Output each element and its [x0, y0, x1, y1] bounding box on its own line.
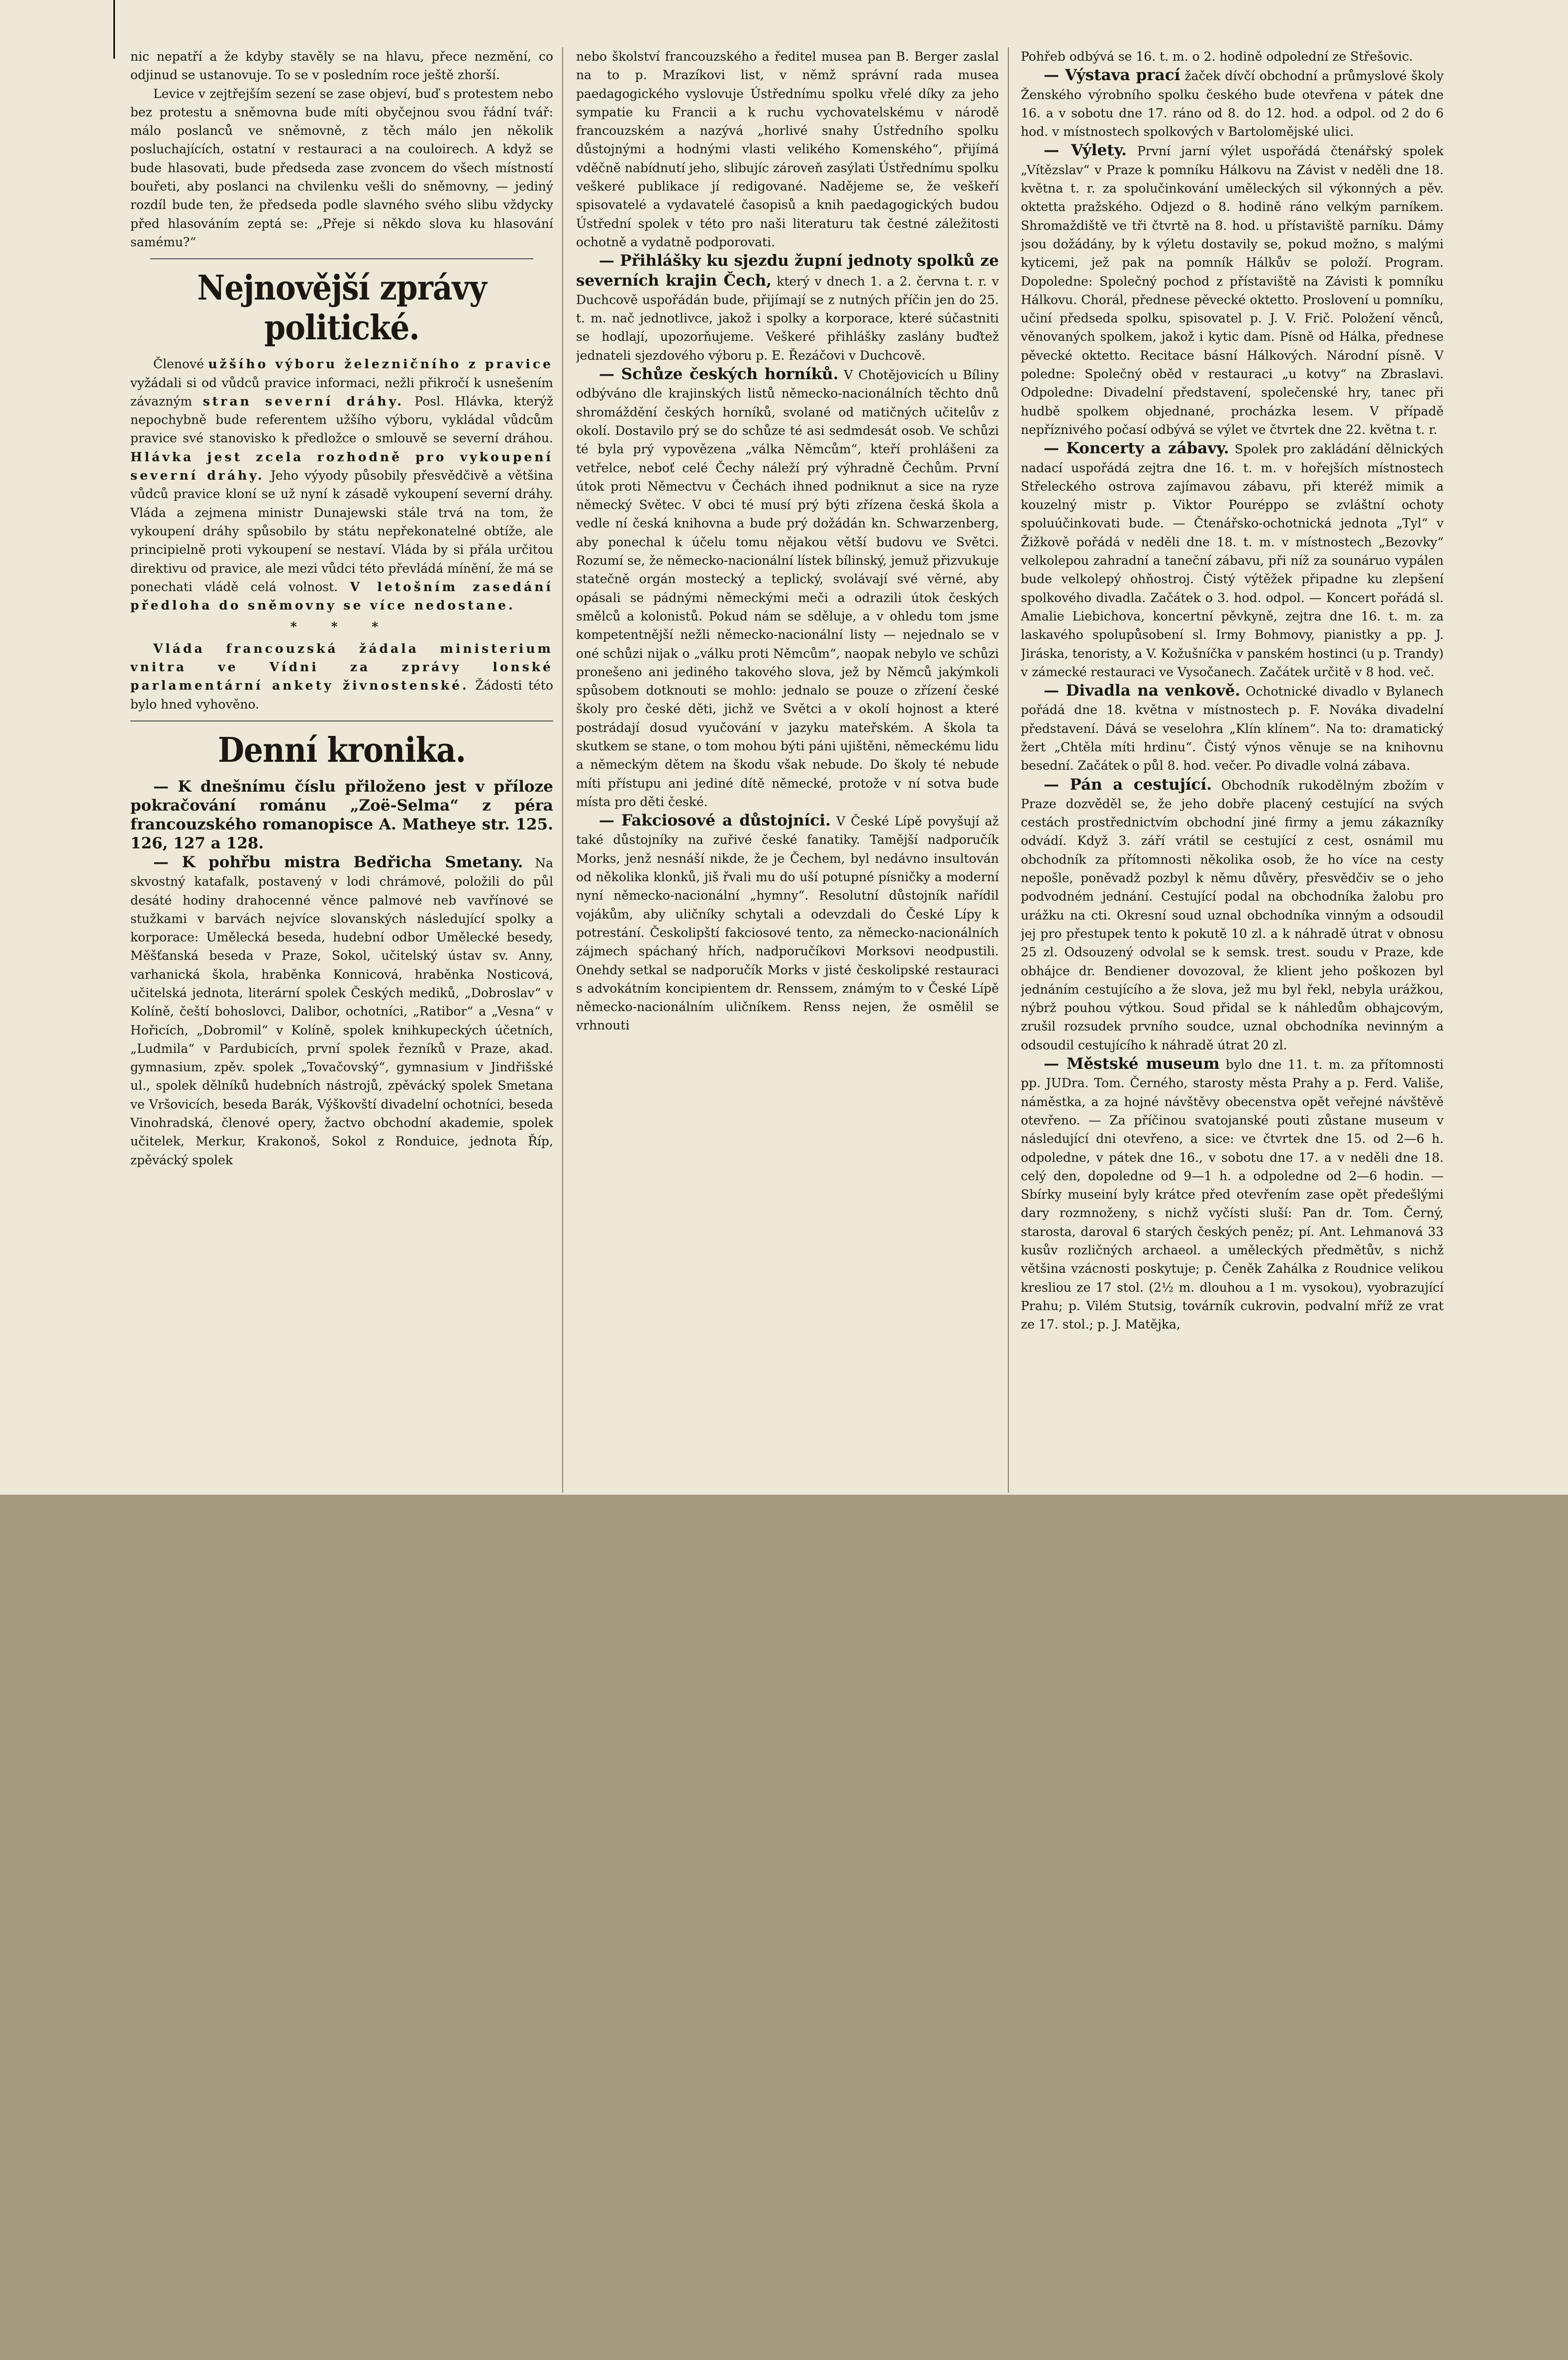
paragraph: nic nepatří a že kdyby stavěly se na hlavu, přece nezmění, co odjinud se ustanovuje. To se v posledním roce ještě zhorší. — [130, 49, 553, 83]
paragraph: Levice v zejtřejším sezení se zase objeví, buď s protestem nebo bez protestu a sněmovna bude míti obyčejnou svou řádní tvář: málo poslanců ve sněmovně, z těch málo jen několik posluchajících, ostatní v restauraci a na couloirech. A když se bude hlasovati, bude předseda zase zvoncem do všech místností bouřeti, aby poslanci na chvilenku vešli do sněmovny, — jediný rozdíl bude ten, že předseda podle slavného svého slibu vždycky před hlasováním zeptá se: „Přeje si někdo slova ku hlasování samému?“ — [130, 86, 553, 249]
column-rule — [562, 47, 563, 1493]
paragraph: Vláda francouzská žádala ministerium vnitra ve Vídni za zprávy lonské parlamentární ankety živnostenské. Žádosti této bylo hned vyhověno. — [130, 641, 553, 712]
paragraph: — Přihlášky ku sjezdu župní jednoty spolků ze severních krajin Čech, který v dnech 1. a 2. června t. r. v Duchcově uspořádán bude, přijímají se z nutných příčin jen do 25. t. m. nač jednotlivce, jakož i spolky a korporace, které súčastniti se hodlají, upozorňujeme. Veškeré přihlášky zaslány buďtež jednateli sjezdového výboru p. E. Řezáčovi v Duchcově. — [576, 252, 999, 363]
paragraph: — Divadla na venkově. Ochotnické divadlo v Bylanech pořádá dne 18. května v místnostech p. F. Nováka divadelní představení. Dává se veselohra „Klín klínem“. Na to: dramatický žert „Chtěla míti hrdinu“. Čistý výnos věnuje se na knihovnu besední. Začátek o půl 8. hod. večer. Po divadle volná zábava. — [1021, 682, 1444, 773]
paragraph: nebo školství francouzského a ředitel musea pan B. Berger zaslal na to p. Mrazíkovi list, v němž správní rada musea paedagogického vyslovuje Ústřednímu spolku vřelé díky za jeho sympatie ku Francii a k ruchu vychovatelskému v národě francouzském a nazývá „horlivé snahy Ústředního spolku důstojnými a hodnými vlasti velikého Komenského“, přijímá vděčně nabídnutí jeho, slibujíc zároveň zasýlati Ústřednímu spolku veškeré publikace jí redigované. Nadějeme se, že veškeří spisovatelé a vydavatelé časopisů a knih paedagogických budou Ústřední spolek v této pro naši literaturu tak čestné záležitosti ochotně a vydatně podporovati. — [576, 49, 999, 249]
paragraph: — Výstava prací žaček dívčí obchodní a průmyslové školy Ženského výrobního spolku českého bude otevřena v pátek dne 16. a v sobotu dne 17. ráno od 8. do 12. hod. a odpol. od 2 do 6 hod. v místnostech spolkových v Bartolomějské ulici. — [1021, 66, 1444, 139]
paragraph: — K pohřbu mistra Bedřicha Smetany. Na skvostný katafalk, postavený v lodi chrámové, položili do půl desáté hodiny drahocenné věnce palmové neb vavřínové se stužkami v barvách nejvíce slovanských následující spolky a korporace: Umělecká beseda, hudební odbor Umělecké besedy, Měšťanská beseda v Praze, Sokol, učitelský ústav sv. Anny, varhanická škola, hraběnka Konnicová, hraběnka Nosticová, učitelská jednota, literární spolek Českých mediků, „Dobroslav“ v Kolíně, čeští bohoslovci, Dalibor, ochotníci, „Ratibor“ a „Vesna“ v Hořicích, „Dobromil“ v Kolíně, spolek knihkupeckých účetních, „Ludmila“ v Pardubicích, první spolek řezníků v Praze, akad. gymnasium, zpěv. spolek „Tovačovský“, gymnasium v Jindřišské ul., spolek dělníků hudebních nástrojů, zpěvácký spolek Smetana ve Vršovicích, beseda Barák, Výškovští divadelní ochotníci, beseda Vinohradská, členové opery, žactvo obchodní akademie, spolek učitelek, Merkur, Krakonoš, Sokol z Ronduice, jednota Říp, zpěvácký spolek — [130, 853, 553, 1167]
paragraph: — Pán a cestující. Obchodník rukodělným zbožím v Praze dozvěděl se, že jeho dobře placený cestující na svých cestách prostřednictvím obchodní jiné firmy a jemu zákazníky odvádí. Když 3. září vrátil se cestující z cest, osnámil mu obchodník za přítomnosti několika osob, že ho více na cesty nepošle, poněvadž pozbyl k němu důvěry, přesvědčiv se o jeho podvodném jednání. Cestující podal na obchodníka žalobu pro urážku na cti. Okresní soud uznal obchodníka vinným a odsoudil jej pro přestupek tento k pokutě 10 zl. a k náhradě útrat v obnosu 25 zl. Odsouzený odvolal se k semsk. trest. soudu v Praze, kde obhájce dr. Bendiener dovozoval, že klient jeho poškozen byl jednáním cestujícího a že slova, jež mu byl řekl, nebyla urážkou, nýbrž pouhou výtkou. Soud přidal se k náhledům obhajcovým, zrušil rozsudek prvního soudce, uznal obchodníka nevinným a odsoudil cestujícího k náhradě útrat 20 zl. — [1021, 775, 1444, 1052]
divider — [130, 720, 553, 721]
paragraph: Pohřeb odbývá se 16. t. m. o 2. hodině odpolední ze Střešovic. — [1021, 49, 1413, 64]
paragraph: — Schůze českých horníků. V Chotějovicích u Bíliny odbýváno dle krajinských listů německo-nacionálních těchto dnů shromáždění českých horníků, svolané od matičných učitelův z okolí. Dostavilo prý se do schůze té asi sedmdesát osob. Ve schůzi té byla prý vypovězena „válka Němcům“, kteří prohlášeni za vetřelce, neboť celé Čechy náleží prý výhradně Čechům. První útok proti Němectvu v Čechách ihned podniknut a sice na ryze německý Světec. V obci té musí prý býti zřízena česká škola a vedle ní česká knihovna a bude prý dožádán kn. Schwarzenberg, aby ponechal k účelu tomu nějakou větší budovu ve Světci. Rozumí se, že německo-nacionální lístek bílinský, jemuž přizvukuje statečně orgán mostecký a teplický, svolávají své věrné, aby opásali se pádnými německými meči a odrazili útok českých smělců a kolonistů. Pokud nám se sděluje, a v ohledu tom jsme kompetentnější nežli německo-nacionální listy — nejednalo se v oné schůzi nijak o „válku proti Němcům“, naopak nebylo ve schůzi pronešeno ani jediného takového slova, jež by Němců jakýmkoli spůsobem dotknouti se mohlo: jednalo se pouze o zřízení české školy pro české děti, jichž ve Světci a v okolí hojnost a které postrádají dosud vyučování v jazyku mateřském. A škola ta skutkem se stane, o tom mohou býti páni ujištěni, německému lidu a německým dětem na škodu však nebude. Do školy té nebude míti přístupu ani jediné dítě německé, protože v ní sotva bude místa pro děti české. — [576, 365, 999, 809]
section-heading-politics: Nejnovější zprávy politické. — [197, 268, 487, 348]
paragraph: — Městské museum bylo dne 11. t. m. za přítomnosti pp. JUDra. Tom. Černého, starosty města Prahy a p. Ferd. Vališe, náměstka, a za hojné návštěvy obecenstva opět veřejné návštěvě otevřeno. — Za příčinou svatojanské pouti zůstane museum v následující dni otevřeno, a sice: ve čtvrtek dne 15. od 2—6 h. odpoledne, v pátek dne 16., v sobotu dne 17. a v neděli dne 18. celý den, dopoledne od 9—1 h. a odpoledne od 2—6 hodin. — Sbírky museiní byly krátce před otevřením zase opět předešlými dary rozmnoženy, s nichž vyčísti sluší: Pan dr. Tom. Černý, starosta, daroval 6 starých českých peněz; pí. Ant. Lehmanová 33 kusův rozličných archaeol. a uměleckých předmětův, s nichž většina vzácnosti poskytuje; p. Čeněk Zahálka z Roudnice velikou kresliou ze 17 stol. (2½ m. dlouhou a 1 m. vysokou), vyobrazující Prahu; p. Vilém Stutsig, továrník cukrovin, podvalní mříž ze vrat ze 17. stol.; p. J. Matějka, — [1021, 1055, 1444, 1332]
divider — [150, 258, 533, 259]
column-3 — [1021, 47, 1444, 1493]
paragraph: — Fakciosové a důstojníci. V České Lípě povyšují až také důstojníky na zuřivé české fanatiky. Tamější nadporučík Morks, jenž nesnáší nikde, že je Čechem, byl nedávno insultován od několika klonků, jiš řvali mu do uší potupné písničky a moderní nyní německo-nacionální „hymny“. Resolutní důstojník nařídil vojákům, aby uličníky schytali a odevzdali do České Lípy k potrestání. Českolipští fakciosové tento, za německo-nacionálních zájmech spáchaný hřích, nadporučíkovi Morksovi neodpustili. Onehdy setkal se nadporučík Morks v jisté českolipské restauraci s advokátním koncipientem dr. Renssem, známým to v České Lípě německo-nacionálním uličníkem. Renss nejen, že osmělil se vrhnouti — [576, 812, 999, 1033]
binding-margin-line — [113, 0, 115, 59]
column-1 — [130, 47, 553, 1493]
stars-separator: * * * — [290, 619, 393, 634]
paragraph: Členové užšího výboru železničního z pravice vyžádali si od vůdců pravice informaci, nežli přikročí k usnešením závazným stran severní dráhy. Posl. Hlávka, kterýž nepochybně bude referentem užšího výboru, vykládal vůdcům pravice své stanovisko k předložce o smlouvě se severní dráhou. Hlávka jest zcela rozhodně pro vykoupení severní dráhy. Jeho výyody působily přesvědčivě a většina vůdců pravice kloní se už nyní k zásadě vykoupení severní dráhy. Vláda a zejmena ministr Dunajewski stále trvá na tom, že vykoupení dráhy spůsobilo by státu nepřekonatelné obtíže, ale principielně proti vykoupení se nestaví. Vláda by si přála určitou direktivu od pravice, ale mezi vůdci této převládá mínění, že má se ponechati vládě celá volnost. V letošním zasedání předloha do sněmovny se více nedostane. — [130, 357, 553, 613]
column-rule — [1008, 47, 1009, 1493]
section-heading-kronika: Denní kronika. — [218, 730, 466, 770]
paragraph: — Koncerty a zábavy. Spolek pro zakládání dělnických nadací uspořádá zejtra dne 16. t. m. v hořejších místnostech Střeleckého ostrova zajímavou zábavu, při kteréž mimik a kouzelný mistr p. Viktor Pouréppo se zvláštní ochoty spoluúčinkovati bude. — Čtenářsko-ochotnická jednota „Tyl“ v Žižkově pořádá v neděli dne 18. t. m. v místnostech „Bezovky“ velkolepou zahradní a taneční zábavu, při níž za sounáruo vypálen bude velkolepý ohňostroj. Čistý výtěžek připadne ku zlepšení spolkového divadla. Začátek o 3. hod. odpol. — Koncert pořádá sl. Amalie Liebichova, koncertní pěvkyně, zejtra dne 16. t. m. za laskavého spolupůsobení sl. Irmy Bohmovy, pianistky a pp. J. Jiráska, tenoristy, a V. Kožušníčka v panském hostinci (u p. Trandy) v zámecké restauraci ve Vysočanech. Začátek určitě v 8 hod. več. — [1021, 439, 1444, 679]
scan-background — [0, 1495, 1568, 2360]
news-lead: — K dnešnímu číslu přiloženo jest v příloze pokračování románu „Zoë-Selma“ z péra francouzského romanopisce A. Matheye str. 125. 126, 127 a 128. — [130, 777, 553, 852]
paragraph: — Výlety. První jarní výlet uspořádá čtenářský spolek „Vítězslav“ v Praze k pomníku Hálkovu na Závist v neděli dne 18. května t. r. za spolučinkování uměleckých sil výkonných a pěv. oktetta pražského. Odjezd o 8. hodině ráno velkým parníkem. Shromaždiště ve tři čtvrtě na 8. hod. u přístaviště parníku. Dámy jsou dožádány, by k výletu dostavily se, pokud možno, s malými kyticemi, jež pak na pomník Hálkův se položí. Program. Dopoledne: Společný pochod z přístaviště na Závisti k pomníku Hálkovu. Chorál, přednese pěvecké oktetto. Proslovení u pomníku, učiní předseda spolku, spisovatel p. J. V. Frič. Položení věnců, věnovaných spolkem, jakož i kytic dam. Písně od Hálka, přednese pěvecké oktetto. Recitace básní Hálkových. Národní písně. V poledne: Společný oběd v restauraci „u kotvy“ na Zbraslavi. Odpoledne: Divadelní představení, společenské hry, tanec při hudbě spolkem objednané, procházka lesem. V případě nepříznivého počasí odbývá se výlet ve čtvrtek dne 22. května t. r. — [1021, 141, 1444, 437]
column-2 — [576, 47, 999, 1493]
